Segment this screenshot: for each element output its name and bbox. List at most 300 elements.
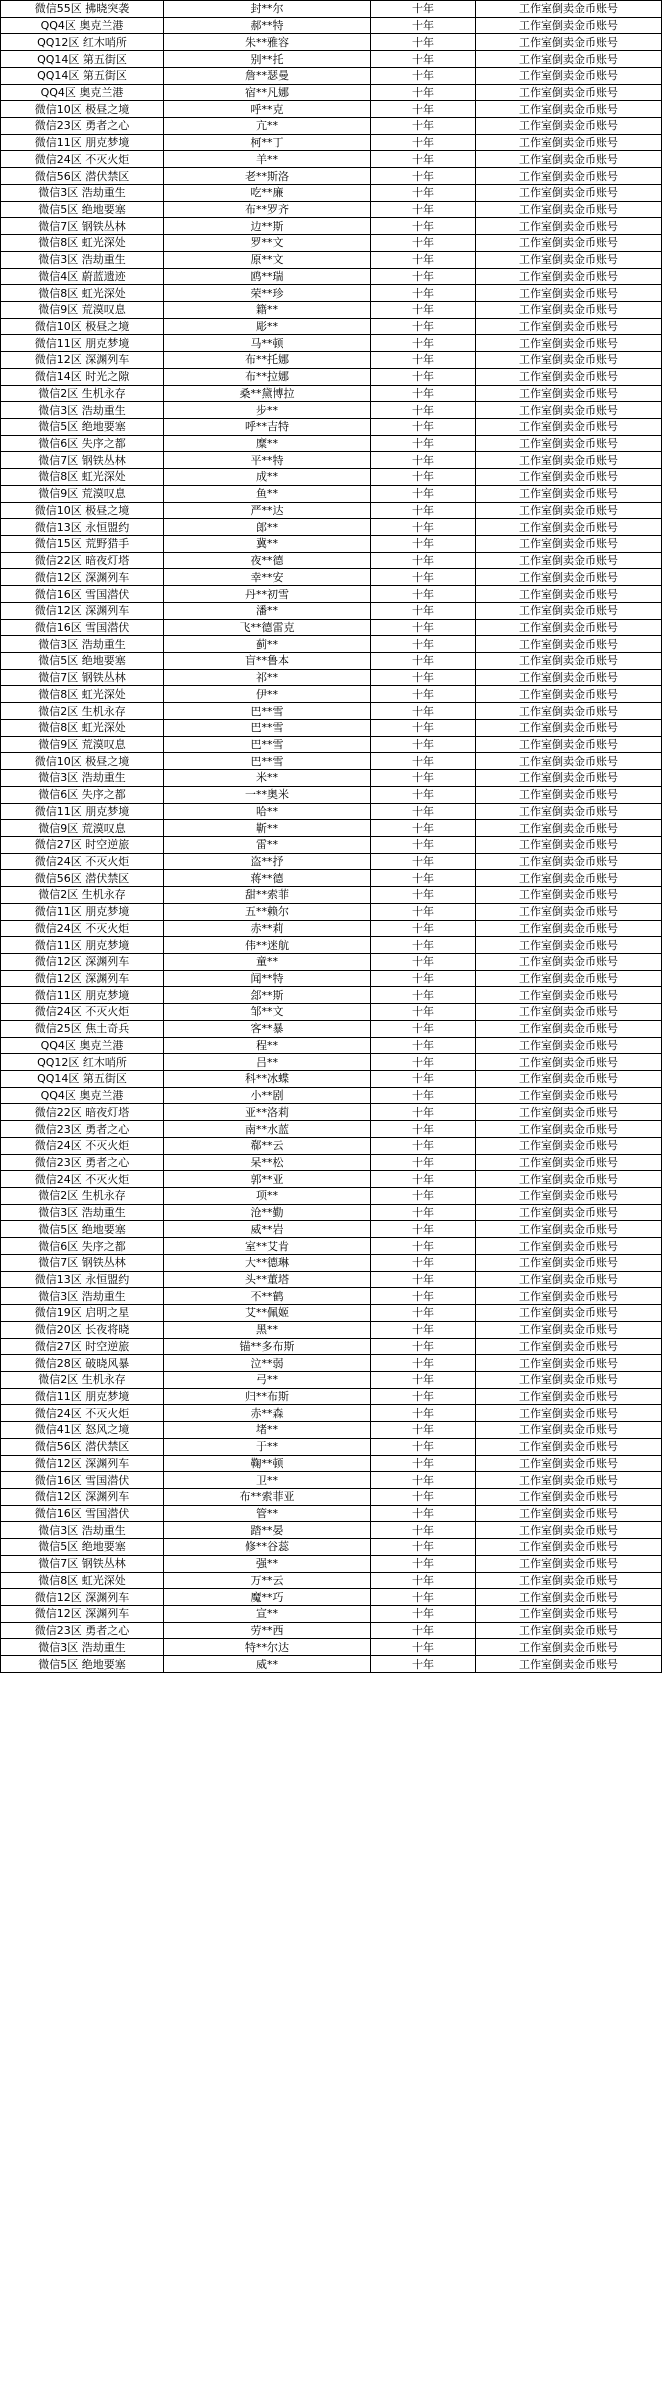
player-name-cell: 糜** [164, 435, 371, 452]
ban-duration-cell: 十年 [371, 1, 476, 18]
player-name-cell: 亚**洛莉 [164, 1104, 371, 1121]
ban-duration-cell: 十年 [371, 619, 476, 636]
table-row [1, 1204, 662, 1221]
ban-duration-cell: 十年 [371, 703, 476, 720]
ban-duration-cell: 十年 [371, 1656, 476, 1673]
table-row [1, 184, 662, 201]
ban-duration-cell: 十年 [371, 1254, 476, 1271]
table-row [1, 686, 662, 703]
ban-duration-cell: 十年 [371, 1238, 476, 1255]
ban-duration-cell: 十年 [371, 1472, 476, 1489]
ban-reason-cell: 工作室倒卖金币账号 [476, 1338, 662, 1355]
server-cell: 微信7区 钢铁丛林 [1, 1254, 164, 1271]
ban-duration-cell: 十年 [371, 1188, 476, 1205]
table-row [1, 937, 662, 954]
ban-duration-cell: 十年 [371, 870, 476, 887]
ban-duration-cell: 十年 [371, 803, 476, 820]
player-name-cell: 飞**德雷克 [164, 619, 371, 636]
table-row [1, 1606, 662, 1623]
table-row [1, 218, 662, 235]
player-name-cell: 呼**吉特 [164, 418, 371, 435]
table-row [1, 118, 662, 135]
ban-reason-cell: 工作室倒卖金币账号 [476, 1188, 662, 1205]
player-name-cell: 卫** [164, 1472, 371, 1489]
table-row [1, 201, 662, 218]
ban-duration-cell: 十年 [371, 1539, 476, 1556]
table-row [1, 1472, 662, 1489]
table-row [1, 168, 662, 185]
server-cell: 微信12区 深渊列车 [1, 352, 164, 369]
player-name-cell: 边**斯 [164, 218, 371, 235]
player-name-cell: 詹**瑟曼 [164, 67, 371, 84]
table-row [1, 1071, 662, 1088]
server-cell: 微信11区 朋克梦境 [1, 937, 164, 954]
table-row [1, 1371, 662, 1388]
ban-reason-cell: 工作室倒卖金币账号 [476, 1505, 662, 1522]
player-name-cell: 柯**丁 [164, 134, 371, 151]
player-name-cell: 威** [164, 1656, 371, 1673]
ban-duration-cell: 十年 [371, 903, 476, 920]
ban-reason-cell: 工作室倒卖金币账号 [476, 402, 662, 419]
player-name-cell: 羊** [164, 151, 371, 168]
ban-duration-cell: 十年 [371, 335, 476, 352]
table-row [1, 1137, 662, 1154]
ban-reason-cell: 工作室倒卖金币账号 [476, 1305, 662, 1322]
table-row [1, 1522, 662, 1539]
server-cell: 微信24区 不灭火炬 [1, 1004, 164, 1021]
player-name-cell: 鸥**瑞 [164, 268, 371, 285]
ban-reason-cell: 工作室倒卖金币账号 [476, 1071, 662, 1088]
ban-duration-cell: 十年 [371, 301, 476, 318]
ban-reason-cell: 工作室倒卖金币账号 [476, 1639, 662, 1656]
ban-reason-cell: 工作室倒卖金币账号 [476, 1121, 662, 1138]
player-name-cell: 赤**森 [164, 1405, 371, 1422]
player-name-cell: 锚**多布斯 [164, 1338, 371, 1355]
ban-reason-cell: 工作室倒卖金币账号 [476, 34, 662, 51]
table-row [1, 418, 662, 435]
ban-reason-cell: 工作室倒卖金币账号 [476, 719, 662, 736]
table-row [1, 34, 662, 51]
ban-duration-cell: 十年 [371, 1087, 476, 1104]
ban-duration-cell: 十年 [371, 1221, 476, 1238]
ban-reason-cell: 工作室倒卖金币账号 [476, 552, 662, 569]
ban-duration-cell: 十年 [371, 218, 476, 235]
server-cell: 微信7区 钢铁丛林 [1, 1555, 164, 1572]
player-name-cell: 郎** [164, 519, 371, 536]
ban-duration-cell: 十年 [371, 820, 476, 837]
ban-reason-cell: 工作室倒卖金币账号 [476, 352, 662, 369]
table-row [1, 1087, 662, 1104]
server-cell: 微信3区 浩劫重生 [1, 1288, 164, 1305]
ban-duration-cell: 十年 [371, 1371, 476, 1388]
table-row [1, 1422, 662, 1439]
ban-duration-cell: 十年 [371, 201, 476, 218]
server-cell: 微信22区 暗夜灯塔 [1, 1104, 164, 1121]
table-row [1, 953, 662, 970]
ban-reason-cell: 工作室倒卖金币账号 [476, 1438, 662, 1455]
server-cell: 微信5区 绝地要塞 [1, 653, 164, 670]
server-cell: 微信7区 钢铁丛林 [1, 452, 164, 469]
ban-duration-cell: 十年 [371, 753, 476, 770]
player-name-cell: 布**拉娜 [164, 368, 371, 385]
ban-duration-cell: 十年 [371, 719, 476, 736]
server-cell: 微信16区 雪国潜伏 [1, 1505, 164, 1522]
player-name-cell: 强** [164, 1555, 371, 1572]
player-name-cell: 蒋**德 [164, 870, 371, 887]
table-row [1, 820, 662, 837]
ban-duration-cell: 十年 [371, 17, 476, 34]
player-name-cell: 万**云 [164, 1572, 371, 1589]
server-cell: 微信55区 拂晓突袭 [1, 1, 164, 18]
table-row [1, 485, 662, 502]
ban-reason-cell: 工作室倒卖金币账号 [476, 753, 662, 770]
table-row [1, 653, 662, 670]
server-cell: 微信24区 不灭火炬 [1, 1171, 164, 1188]
table-row [1, 1221, 662, 1238]
ban-duration-cell: 十年 [371, 1305, 476, 1322]
ban-duration-cell: 十年 [371, 953, 476, 970]
server-cell: 微信3区 浩劫重生 [1, 770, 164, 787]
table-row [1, 1020, 662, 1037]
player-name-cell: 五**赖尔 [164, 903, 371, 920]
player-name-cell: 大**德琳 [164, 1254, 371, 1271]
server-cell: 微信24区 不灭火炬 [1, 1405, 164, 1422]
ban-duration-cell: 十年 [371, 519, 476, 536]
table-row [1, 385, 662, 402]
ban-reason-cell: 工作室倒卖金币账号 [476, 602, 662, 619]
server-cell: 微信12区 深渊列车 [1, 1589, 164, 1606]
table-row [1, 736, 662, 753]
server-cell: 微信12区 深渊列车 [1, 1606, 164, 1623]
ban-reason-cell: 工作室倒卖金币账号 [476, 1221, 662, 1238]
table-row [1, 887, 662, 904]
player-name-cell: 郝**特 [164, 17, 371, 34]
player-name-cell: 丹**初雪 [164, 586, 371, 603]
ban-duration-cell: 十年 [371, 1438, 476, 1455]
ban-reason-cell: 工作室倒卖金币账号 [476, 1589, 662, 1606]
ban-duration-cell: 十年 [371, 1020, 476, 1037]
player-name-cell: 鱼** [164, 485, 371, 502]
player-name-cell: 宿**凡娜 [164, 84, 371, 101]
ban-reason-cell: 工作室倒卖金币账号 [476, 903, 662, 920]
player-name-cell: 魔**巧 [164, 1589, 371, 1606]
player-name-cell: 郭**亚 [164, 1171, 371, 1188]
player-name-cell: 南**水蓝 [164, 1121, 371, 1138]
ban-reason-cell: 工作室倒卖金币账号 [476, 1371, 662, 1388]
server-cell: 微信12区 深渊列车 [1, 970, 164, 987]
ban-duration-cell: 十年 [371, 385, 476, 402]
server-cell: QQ4区 奥克兰港 [1, 84, 164, 101]
player-name-cell: 客**暴 [164, 1020, 371, 1037]
server-cell: 微信6区 失序之都 [1, 435, 164, 452]
server-cell: 微信27区 时空逆旅 [1, 836, 164, 853]
server-cell: 微信9区 荒漠叹息 [1, 485, 164, 502]
ban-reason-cell: 工作室倒卖金币账号 [476, 1422, 662, 1439]
ban-duration-cell: 十年 [371, 786, 476, 803]
server-cell: 微信56区 潜伏禁区 [1, 1438, 164, 1455]
ban-reason-cell: 工作室倒卖金币账号 [476, 118, 662, 135]
player-name-cell: 朱**雅容 [164, 34, 371, 51]
ban-reason-cell: 工作室倒卖金币账号 [476, 937, 662, 954]
ban-duration-cell: 十年 [371, 1405, 476, 1422]
ban-reason-cell: 工作室倒卖金币账号 [476, 1656, 662, 1673]
server-cell: 微信2区 生机永存 [1, 887, 164, 904]
ban-duration-cell: 十年 [371, 418, 476, 435]
server-cell: 微信8区 虹光深处 [1, 719, 164, 736]
table-row [1, 586, 662, 603]
table-row [1, 1288, 662, 1305]
server-cell: 微信24区 不灭火炬 [1, 151, 164, 168]
player-name-cell: 祁** [164, 669, 371, 686]
table-row [1, 719, 662, 736]
ban-reason-cell: 工作室倒卖金币账号 [476, 1254, 662, 1271]
server-cell: 微信16区 雪国潜伏 [1, 619, 164, 636]
server-cell: 微信9区 荒漠叹息 [1, 820, 164, 837]
table-body [1, 1, 662, 1673]
table-row [1, 1488, 662, 1505]
player-name-cell: 吃**廉 [164, 184, 371, 201]
ban-duration-cell: 十年 [371, 1522, 476, 1539]
ban-duration-cell: 十年 [371, 1154, 476, 1171]
ban-duration-cell: 十年 [371, 1054, 476, 1071]
player-name-cell: 别**托 [164, 51, 371, 68]
table-row [1, 1305, 662, 1322]
table-row [1, 569, 662, 586]
player-name-cell: 蓟** [164, 636, 371, 653]
server-cell: 微信2区 生机永存 [1, 1188, 164, 1205]
table-row [1, 1338, 662, 1355]
ban-duration-cell: 十年 [371, 569, 476, 586]
server-cell: 微信19区 启明之星 [1, 1305, 164, 1322]
ban-reason-cell: 工作室倒卖金币账号 [476, 469, 662, 486]
table-row [1, 1321, 662, 1338]
ban-duration-cell: 十年 [371, 1204, 476, 1221]
server-cell: QQ4区 奥克兰港 [1, 1037, 164, 1054]
ban-duration-cell: 十年 [371, 67, 476, 84]
server-cell: QQ14区 第五街区 [1, 67, 164, 84]
player-name-cell: 严**达 [164, 502, 371, 519]
player-name-cell: 罗**文 [164, 235, 371, 252]
ban-reason-cell: 工作室倒卖金币账号 [476, 1555, 662, 1572]
ban-duration-cell: 十年 [371, 118, 476, 135]
table-row [1, 1355, 662, 1372]
ban-duration-cell: 十年 [371, 970, 476, 987]
table-row [1, 1, 662, 18]
table-row [1, 84, 662, 101]
table-row [1, 368, 662, 385]
server-cell: 微信10区 极昼之境 [1, 753, 164, 770]
server-cell: QQ14区 第五街区 [1, 51, 164, 68]
ban-reason-cell: 工作室倒卖金币账号 [476, 1455, 662, 1472]
ban-reason-cell: 工作室倒卖金币账号 [476, 1388, 662, 1405]
table-row [1, 1188, 662, 1205]
server-cell: 微信5区 绝地要塞 [1, 1656, 164, 1673]
ban-duration-cell: 十年 [371, 1488, 476, 1505]
player-name-cell: 亢** [164, 118, 371, 135]
ban-reason-cell: 工作室倒卖金币账号 [476, 335, 662, 352]
ban-duration-cell: 十年 [371, 235, 476, 252]
player-name-cell: 平**特 [164, 452, 371, 469]
player-name-cell: 盗**抒 [164, 853, 371, 870]
server-cell: 微信12区 深渊列车 [1, 1455, 164, 1472]
server-cell: 微信56区 潜伏禁区 [1, 870, 164, 887]
player-name-cell: 宣** [164, 1606, 371, 1623]
ban-duration-cell: 十年 [371, 1104, 476, 1121]
player-name-cell: 巴**雪 [164, 719, 371, 736]
table-row [1, 786, 662, 803]
server-cell: 微信13区 永恒盟约 [1, 519, 164, 536]
player-name-cell: 童** [164, 953, 371, 970]
ban-reason-cell: 工作室倒卖金币账号 [476, 1238, 662, 1255]
ban-duration-cell: 十年 [371, 1071, 476, 1088]
server-cell: 微信16区 雪国潜伏 [1, 1472, 164, 1489]
ban-reason-cell: 工作室倒卖金币账号 [476, 987, 662, 1004]
ban-reason-cell: 工作室倒卖金币账号 [476, 184, 662, 201]
server-cell: 微信28区 破晓风暴 [1, 1355, 164, 1372]
player-name-cell: 鞠**顿 [164, 1455, 371, 1472]
server-cell: 微信6区 失序之都 [1, 786, 164, 803]
player-name-cell: 布**罗齐 [164, 201, 371, 218]
server-cell: 微信8区 虹光深处 [1, 686, 164, 703]
ban-reason-cell: 工作室倒卖金币账号 [476, 134, 662, 151]
ban-duration-cell: 十年 [371, 318, 476, 335]
player-name-cell: 修**谷蕊 [164, 1539, 371, 1556]
ban-duration-cell: 十年 [371, 1572, 476, 1589]
server-cell: 微信5区 绝地要塞 [1, 201, 164, 218]
ban-reason-cell: 工作室倒卖金币账号 [476, 820, 662, 837]
table-row [1, 101, 662, 118]
player-name-cell: 布**索菲亚 [164, 1488, 371, 1505]
table-row [1, 1104, 662, 1121]
ban-duration-cell: 十年 [371, 1505, 476, 1522]
ban-reason-cell: 工作室倒卖金币账号 [476, 870, 662, 887]
server-cell: 微信24区 不灭火炬 [1, 920, 164, 937]
player-name-cell: 小**剧 [164, 1087, 371, 1104]
player-name-cell: 雷** [164, 836, 371, 853]
server-cell: 微信23区 勇者之心 [1, 1121, 164, 1138]
server-cell: 微信7区 钢铁丛林 [1, 669, 164, 686]
ban-duration-cell: 十年 [371, 686, 476, 703]
table-row [1, 452, 662, 469]
player-name-cell: 幸**安 [164, 569, 371, 586]
player-name-cell: 赤**莉 [164, 920, 371, 937]
ban-duration-cell: 十年 [371, 1355, 476, 1372]
ban-duration-cell: 十年 [371, 1321, 476, 1338]
ban-duration-cell: 十年 [371, 552, 476, 569]
ban-reason-cell: 工作室倒卖金币账号 [476, 151, 662, 168]
ban-duration-cell: 十年 [371, 736, 476, 753]
server-cell: 微信12区 深渊列车 [1, 602, 164, 619]
player-name-cell: 原**文 [164, 251, 371, 268]
ban-reason-cell: 工作室倒卖金币账号 [476, 1539, 662, 1556]
table-row [1, 301, 662, 318]
server-cell: 微信3区 浩劫重生 [1, 1204, 164, 1221]
table-row [1, 602, 662, 619]
ban-reason-cell: 工作室倒卖金币账号 [476, 887, 662, 904]
server-cell: 微信14区 时光之隙 [1, 368, 164, 385]
table-row [1, 536, 662, 553]
table-row [1, 235, 662, 252]
ban-duration-cell: 十年 [371, 1455, 476, 1472]
ban-reason-cell: 工作室倒卖金币账号 [476, 703, 662, 720]
player-name-cell: 管** [164, 1505, 371, 1522]
player-name-cell: 桑**黛博拉 [164, 385, 371, 402]
table-row [1, 1037, 662, 1054]
server-cell: 微信23区 勇者之心 [1, 118, 164, 135]
ban-reason-cell: 工作室倒卖金币账号 [476, 385, 662, 402]
ban-reason-cell: 工作室倒卖金币账号 [476, 970, 662, 987]
ban-duration-cell: 十年 [371, 1004, 476, 1021]
player-name-cell: 弓** [164, 1371, 371, 1388]
ban-reason-cell: 工作室倒卖金币账号 [476, 235, 662, 252]
ban-reason-cell: 工作室倒卖金币账号 [476, 586, 662, 603]
server-cell: 微信11区 朋克梦境 [1, 1388, 164, 1405]
table-row [1, 67, 662, 84]
table-row [1, 1505, 662, 1522]
server-cell: 微信23区 勇者之心 [1, 1154, 164, 1171]
table-row [1, 853, 662, 870]
table-row [1, 352, 662, 369]
ban-reason-cell: 工作室倒卖金币账号 [476, 920, 662, 937]
player-name-cell: 成** [164, 469, 371, 486]
ban-reason-cell: 工作室倒卖金币账号 [476, 17, 662, 34]
server-cell: 微信3区 浩劫重生 [1, 636, 164, 653]
player-name-cell: 米** [164, 770, 371, 787]
player-name-cell: 威**岩 [164, 1221, 371, 1238]
ban-reason-cell: 工作室倒卖金币账号 [476, 653, 662, 670]
ban-duration-cell: 十年 [371, 536, 476, 553]
server-cell: 微信8区 虹光深处 [1, 285, 164, 302]
ban-reason-cell: 工作室倒卖金币账号 [476, 1171, 662, 1188]
table-row [1, 1572, 662, 1589]
ban-duration-cell: 十年 [371, 51, 476, 68]
ban-reason-cell: 工作室倒卖金币账号 [476, 1087, 662, 1104]
server-cell: 微信8区 虹光深处 [1, 469, 164, 486]
table-row [1, 1656, 662, 1673]
table-row [1, 519, 662, 536]
table-row [1, 318, 662, 335]
server-cell: 微信7区 钢铁丛林 [1, 218, 164, 235]
player-name-cell: 伊** [164, 686, 371, 703]
table-row [1, 1154, 662, 1171]
ban-reason-cell: 工作室倒卖金币账号 [476, 1321, 662, 1338]
player-name-cell: 伟**迷航 [164, 937, 371, 954]
player-name-cell: 不**鹤 [164, 1288, 371, 1305]
ban-reason-cell: 工作室倒卖金币账号 [476, 268, 662, 285]
table-row [1, 1254, 662, 1271]
ban-duration-cell: 十年 [371, 268, 476, 285]
player-name-cell: 夜**德 [164, 552, 371, 569]
ban-duration-cell: 十年 [371, 435, 476, 452]
server-cell: 微信5区 绝地要塞 [1, 1221, 164, 1238]
player-name-cell: 特**尔达 [164, 1639, 371, 1656]
ban-duration-cell: 十年 [371, 853, 476, 870]
ban-duration-cell: 十年 [371, 937, 476, 954]
ban-reason-cell: 工作室倒卖金币账号 [476, 786, 662, 803]
server-cell: 微信25区 焦土奇兵 [1, 1020, 164, 1037]
table-row [1, 1405, 662, 1422]
player-name-cell: 黑** [164, 1321, 371, 1338]
ban-duration-cell: 十年 [371, 1589, 476, 1606]
table-row [1, 435, 662, 452]
ban-duration-cell: 十年 [371, 84, 476, 101]
player-name-cell: 项** [164, 1188, 371, 1205]
server-cell: QQ14区 第五街区 [1, 1071, 164, 1088]
server-cell: 微信11区 朋克梦境 [1, 335, 164, 352]
server-cell: 微信12区 深渊列车 [1, 1488, 164, 1505]
table-row [1, 1438, 662, 1455]
ban-duration-cell: 十年 [371, 1622, 476, 1639]
